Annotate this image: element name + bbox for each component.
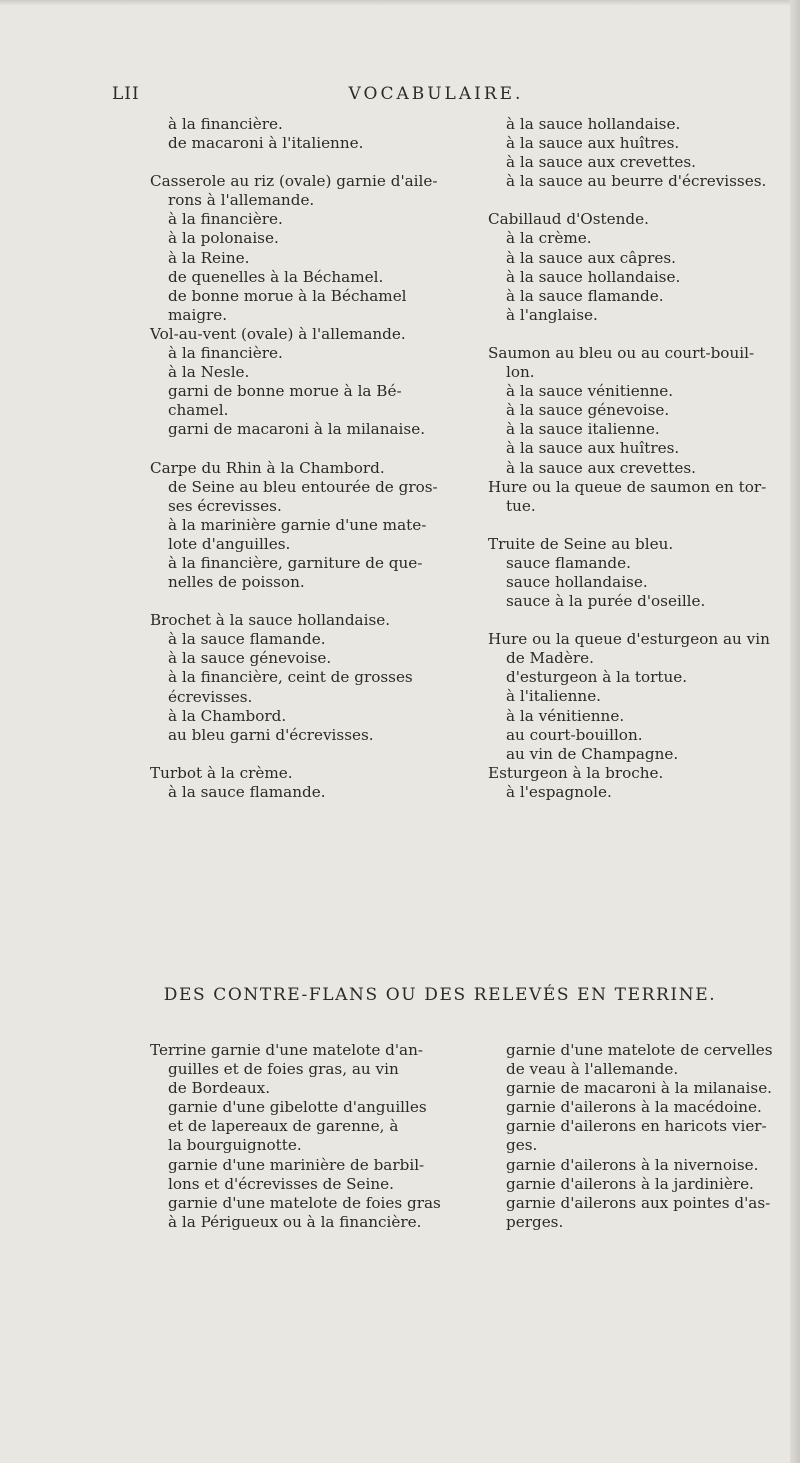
menu-entry <box>488 1041 788 1232</box>
entry-line: garnie d'ailerons en haricots vier- <box>506 1117 767 1136</box>
entry-line: ses écrevisses. <box>168 496 282 515</box>
page-right-edge <box>790 0 800 1463</box>
entry-line: à la crème. <box>506 229 592 248</box>
menu-entry <box>150 764 470 802</box>
bottom-left-column <box>150 1041 470 1232</box>
entry-line: ges. <box>506 1136 538 1155</box>
entry-heading-line: Hure ou la queue d'esturgeon au vin <box>488 630 770 649</box>
menu-entry <box>488 630 788 802</box>
entry-line: à la sauce génevoise. <box>168 649 332 668</box>
entry-line: à la sauce vénitienne. <box>506 382 674 401</box>
entry-line: à l'italienne. <box>506 687 602 706</box>
entry-heading-line: Hure ou la queue de saumon en tor- <box>488 477 767 496</box>
page-header <box>112 84 730 110</box>
entry-line: guilles et de foies gras, au vin <box>168 1060 399 1079</box>
entry-line: garnie d'ailerons aux pointes d'as- <box>506 1193 771 1212</box>
menu-entry <box>150 115 470 153</box>
entry-line: à la sauce aux huîtres. <box>506 134 680 153</box>
entry-gap <box>488 516 788 535</box>
entry-line: la bourguignotte. <box>168 1136 302 1155</box>
section-title: DES CONTRE-FLANS OU DES RELEVÉS EN TERRINE. <box>163 985 717 1005</box>
entry-line: à la sauce au beurre d'écrevisses. <box>506 172 767 191</box>
entry-heading-line: Saumon au bleu ou au court-bouil- <box>488 343 755 362</box>
entry-line: garnie d'une marinière de barbil- <box>168 1155 425 1174</box>
top-left-column <box>150 115 470 802</box>
menu-entry <box>150 1041 470 1232</box>
entry-gap <box>150 153 470 172</box>
entry-line: garni de macaroni à la milanaise. <box>168 420 426 439</box>
entry-line: à la financière. <box>168 115 283 133</box>
menu-entry <box>488 535 788 611</box>
entry-heading-line: Terrine garnie d'une matelote d'an- <box>150 1041 424 1059</box>
entry-line: et de lapereaux de garenne, à <box>168 1117 399 1136</box>
entry-line: à la Nesle. <box>168 363 250 382</box>
top-right-column <box>488 115 788 802</box>
entry-heading-line: Cabillaud d'Ostende. <box>488 210 649 229</box>
entry-gap <box>488 611 788 630</box>
entry-line: sauce hollandaise. <box>506 572 648 591</box>
entry-line: à la sauce hollandaise. <box>506 115 681 133</box>
menu-entry <box>150 459 470 593</box>
entry-gap <box>488 325 788 344</box>
entry-line: à la sauce aux crevettes. <box>506 153 696 172</box>
menu-entry <box>488 115 788 191</box>
entry-gap <box>150 440 470 459</box>
menu-entry <box>488 344 788 516</box>
page-number: LII <box>112 84 140 104</box>
entry-line: à la sauce flamande. <box>168 782 326 801</box>
entry-line: de Madère. <box>506 649 594 668</box>
entry-line: garnie d'une matelote de cervelles <box>506 1041 773 1059</box>
entry-line: lon. <box>506 363 535 382</box>
entry-line: à la polonaise. <box>168 229 279 248</box>
menu-entry <box>150 611 470 745</box>
entry-heading-line: Turbot à la crème. <box>150 763 293 782</box>
entry-line: tue. <box>506 496 536 515</box>
running-head: VOCABULAIRE. <box>348 84 524 104</box>
entry-line: lons et d'écrevisses de Seine. <box>168 1174 394 1193</box>
entry-line: garni de bonne morue à la Bé- <box>168 382 402 401</box>
entry-heading-line: Truite de Seine au bleu. <box>488 534 674 553</box>
entry-line: garnie de macaroni à la milanaise. <box>506 1079 773 1098</box>
entry-line: de bonne morue à la Béchamel <box>168 286 407 305</box>
entry-line: d'esturgeon à la tortue. <box>506 668 688 687</box>
entry-line: à la sauce aux câpres. <box>506 248 676 267</box>
entry-line: à la sauce aux crevettes. <box>506 458 696 477</box>
entry-line: de macaroni à l'italienne. <box>168 134 364 153</box>
entry-heading-line: Esturgeon à la broche. <box>488 763 664 782</box>
entry-line: à la Reine. <box>168 248 250 267</box>
entry-heading-line: Carpe du Rhin à la Chambord. <box>150 458 385 477</box>
entry-line: à la sauce hollandaise. <box>506 267 681 286</box>
entry-gap <box>150 592 470 611</box>
entry-line: à l'anglaise. <box>506 305 598 324</box>
entry-line: à la financière, ceint de grosses <box>168 668 413 687</box>
entry-line: lote d'anguilles. <box>168 534 291 553</box>
entry-line: sauce flamande. <box>506 553 631 572</box>
entry-line: garnie d'ailerons à la jardinière. <box>506 1174 754 1193</box>
entry-line: maigre. <box>168 305 228 324</box>
entry-line: perges. <box>506 1212 564 1231</box>
entry-gap <box>150 745 470 764</box>
entry-line: nelles de poisson. <box>168 573 305 592</box>
entry-heading-line: Casserole au riz (ovale) garnie d'aile- <box>150 172 438 191</box>
entry-line: à la financière. <box>168 210 283 229</box>
entry-line: à l'espagnole. <box>506 782 612 801</box>
entry-line: écrevisses. <box>168 687 253 706</box>
entry-line: de veau à l'allemande. <box>506 1060 679 1079</box>
entry-line: à la marinière garnie d'une mate- <box>168 515 427 534</box>
entry-line: garnie d'une gibelotte d'anguilles <box>168 1098 427 1117</box>
entry-line: de Bordeaux. <box>168 1079 271 1098</box>
entry-line: à la sauce flamande. <box>168 630 326 649</box>
entry-line: garnie d'ailerons à la nivernoise. <box>506 1155 759 1174</box>
entry-line: garnie d'une matelote de foies gras <box>168 1193 441 1212</box>
entry-line: garnie d'ailerons à la macédoine. <box>506 1098 762 1117</box>
entry-line: à la financière, garniture de que- <box>168 553 423 572</box>
entry-line: à la financière. <box>168 344 283 363</box>
entry-line: de quenelles à la Béchamel. <box>168 267 384 286</box>
entry-line: à la Chambord. <box>168 706 287 725</box>
entry-line: de Seine au bleu entourée de gros- <box>168 477 438 496</box>
entry-line: au bleu garni d'écrevisses. <box>168 725 374 744</box>
entry-line: chamel. <box>168 401 229 420</box>
entry-heading-line: Vol-au-vent (ovale) à l'allemande. <box>150 324 406 343</box>
entry-heading-line: Brochet à la sauce hollandaise. <box>150 611 391 630</box>
entry-line: rons à l'allemande. <box>168 191 315 210</box>
entry-line: au vin de Champagne. <box>506 744 679 763</box>
entry-line: à la Périgueux ou à la financière. <box>168 1212 422 1231</box>
entry-line: à la sauce flamande. <box>506 286 664 305</box>
menu-entry <box>488 210 788 325</box>
menu-entry <box>150 172 470 439</box>
entry-line: à la sauce italienne. <box>506 420 660 439</box>
bottom-right-column <box>488 1041 788 1232</box>
entry-line: à la vénitienne. <box>506 706 625 725</box>
entry-line: à la sauce génevoise. <box>506 401 670 420</box>
entry-line: au court-bouillon. <box>506 725 643 744</box>
entry-gap <box>488 191 788 210</box>
entry-line: à la sauce aux huîtres. <box>506 439 680 458</box>
entry-line: sauce à la purée d'oseille. <box>506 592 706 611</box>
page-top-edge <box>0 0 800 6</box>
